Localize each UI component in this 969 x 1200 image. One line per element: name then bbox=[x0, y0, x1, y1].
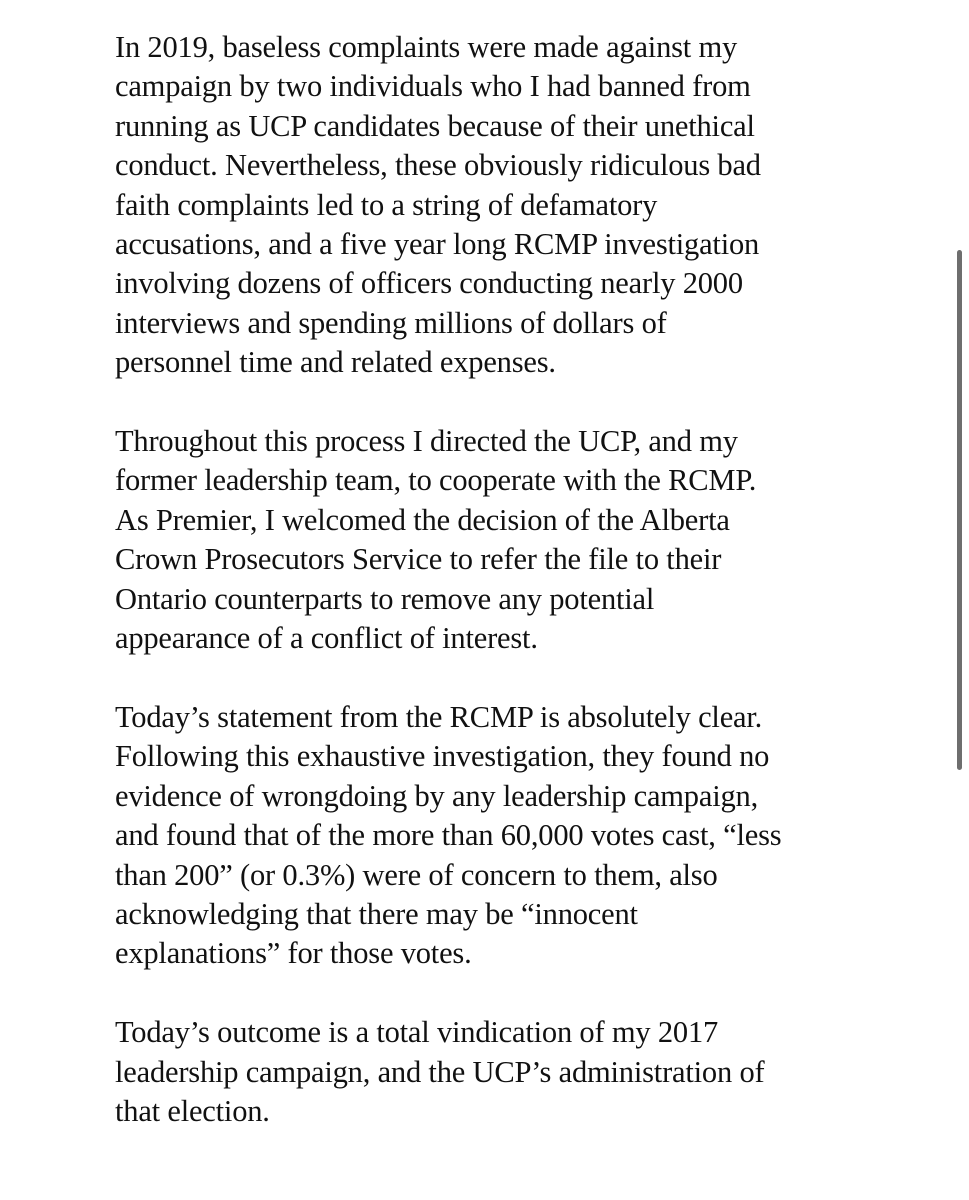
text-line: that election. bbox=[115, 1093, 270, 1128]
text-line: appearance of a conflict of interest. bbox=[115, 621, 538, 656]
paragraph-1 bbox=[115, 28, 855, 383]
text-line: leadership campaign, and the UCP’s administration of bbox=[115, 1054, 765, 1089]
text-line: Crown Prosecutors Service to refer the file to their bbox=[115, 542, 722, 577]
paragraph-4 bbox=[115, 1013, 855, 1131]
text-line: Today’s statement from the RCMP is absolutely clear. bbox=[115, 699, 763, 734]
text-line: and found that of the more than 60,000 votes cast, “less bbox=[115, 818, 782, 853]
text-line: In 2019, baseless complaints were made against my bbox=[115, 30, 738, 64]
statement-document bbox=[115, 28, 855, 1171]
text-line: accusations, and a five year long RCMP investigation bbox=[115, 227, 760, 262]
paragraph-3 bbox=[115, 698, 855, 974]
text-line: former leadership team, to cooperate with the RCMP. bbox=[115, 463, 757, 498]
text-line: explanations” for those votes. bbox=[115, 936, 472, 971]
text-line: personnel time and related expenses. bbox=[115, 345, 556, 380]
text-line: involving dozens of officers conducting nearly 2000 bbox=[115, 266, 743, 301]
text-line: Ontario counterparts to remove any potential bbox=[115, 581, 655, 616]
text-line: Throughout this process I directed the UCP, and my bbox=[115, 424, 738, 459]
text-line: faith complaints led to a string of defamatory bbox=[115, 187, 658, 222]
text-line: interviews and spending millions of dollars of bbox=[115, 305, 667, 340]
text-line: Today’s outcome is a total vindication of my 2017 bbox=[115, 1015, 719, 1050]
text-line: evidence of wrongdoing by any leadership campaign, bbox=[115, 778, 758, 813]
text-line: running as UCP candidates because of their unethical bbox=[115, 108, 755, 143]
text-line: Following this exhaustive investigation, they found no bbox=[115, 739, 770, 774]
text-line: conduct. Nevertheless, these obviously ridiculous bad bbox=[115, 148, 761, 183]
text-line: than 200” (or 0.3%) were of concern to them, also bbox=[115, 857, 718, 892]
paragraph-2 bbox=[115, 422, 855, 658]
text-line: campaign by two individuals who I had banned from bbox=[115, 69, 751, 104]
text-line: As Premier, I welcomed the decision of the Alberta bbox=[115, 502, 730, 537]
vertical-scrollbar[interactable] bbox=[957, 250, 962, 770]
text-line: acknowledging that there may be “innocent bbox=[115, 896, 638, 931]
